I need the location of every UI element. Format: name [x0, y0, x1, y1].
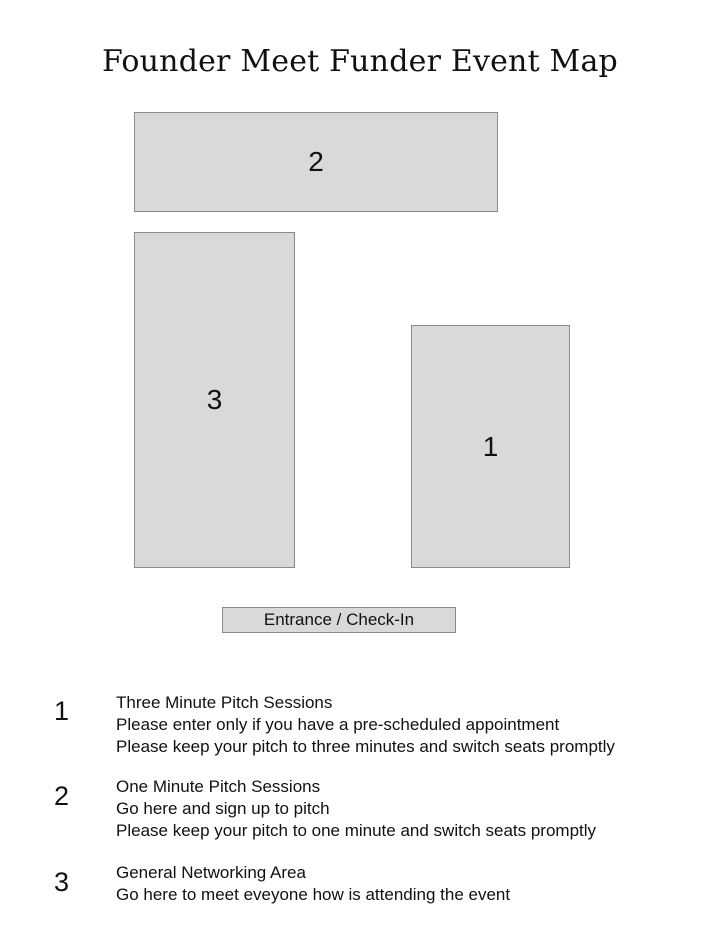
legend-description — [116, 776, 596, 842]
zone-3-area — [134, 232, 295, 568]
legend-heading: One Minute Pitch Sessions — [116, 777, 321, 796]
legend-number: 3 — [54, 867, 70, 897]
legend-number: 2 — [54, 781, 70, 811]
legend-line: Go here to meet eveyone how is attending the event — [116, 885, 511, 904]
legend-description — [116, 692, 615, 758]
legend-line: Please keep your pitch to one minute and switch seats promptly — [116, 821, 597, 840]
legend-line: Go here and sign up to pitch — [116, 799, 330, 818]
zone-1-area — [411, 325, 570, 568]
legend-heading: Three Minute Pitch Sessions — [116, 693, 333, 712]
legend-number: 1 — [54, 696, 70, 726]
page-title: Founder Meet Funder Event Map — [102, 44, 618, 79]
zone-2-area — [134, 112, 498, 212]
legend-heading: General Networking Area — [116, 863, 306, 882]
entrance-check-in: Entrance / Check-In — [222, 607, 456, 633]
zone-1-label: 1 — [482, 430, 499, 462]
legend-line: Please enter only if you have a pre-scheduled appointment — [116, 715, 560, 734]
legend-description — [116, 862, 510, 906]
legend-line: Please keep your pitch to three minutes and switch seats promptly — [116, 737, 615, 756]
zone-3-label: 3 — [206, 384, 223, 415]
zone-2-label: 2 — [308, 146, 324, 177]
